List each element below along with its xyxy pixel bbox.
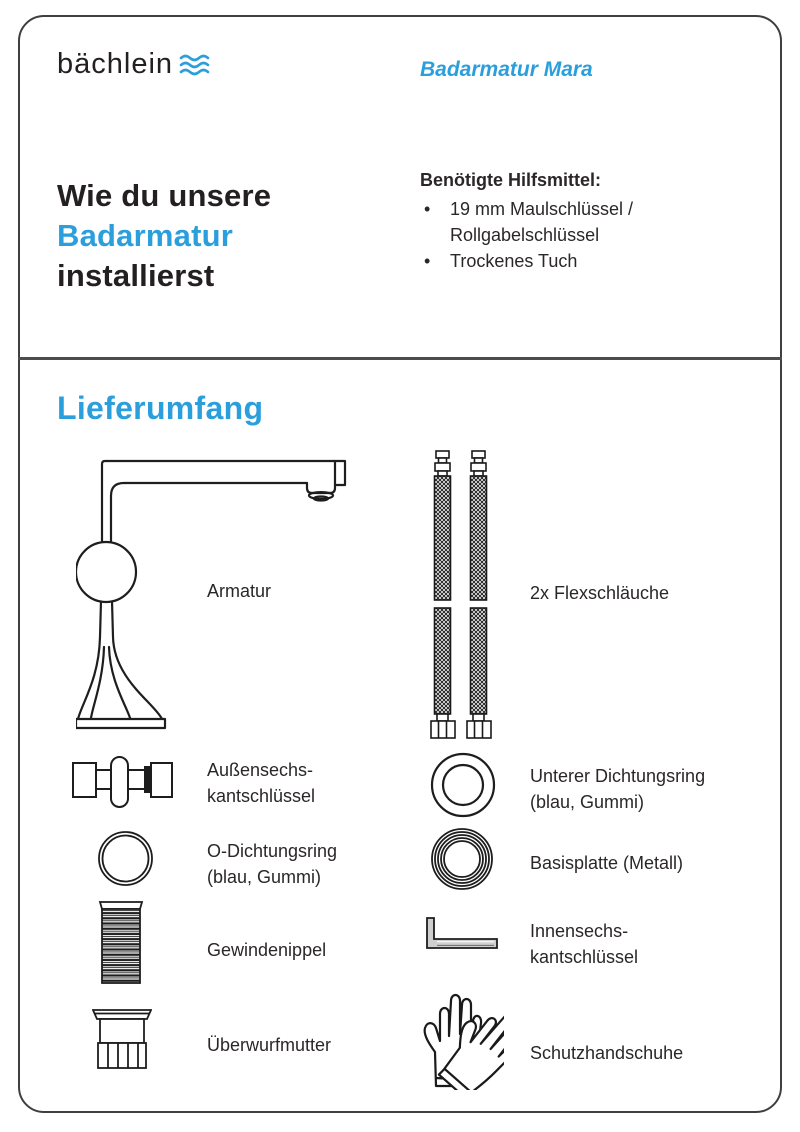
headline-line-2: Badarmatur xyxy=(57,218,233,253)
item-label: Unterer Dichtungsring (blau, Gummi) xyxy=(530,766,706,812)
headline-line-3: installierst xyxy=(57,258,215,293)
item-label: Überwurfmutter xyxy=(207,1035,332,1055)
union-nut-icon xyxy=(92,1007,152,1069)
lower-seal-ring-icon xyxy=(430,752,496,818)
item-label: Armatur xyxy=(207,581,272,601)
tool-item xyxy=(420,196,760,248)
item-label: Gewindenippel xyxy=(207,940,327,960)
gloves-icon xyxy=(420,988,504,1090)
page-headline xyxy=(57,176,271,296)
tool-item-text: 19 mm Maulschlüssel / Rollgabelschlüssel xyxy=(450,199,634,245)
item-label: Außensechs- kantschlüssel xyxy=(207,760,316,806)
base-plate-icon xyxy=(430,827,494,891)
threaded-nipple-icon xyxy=(97,901,145,985)
flex-hoses-icon xyxy=(430,450,494,740)
triple-wave-icon xyxy=(178,53,212,77)
allen-key-icon xyxy=(424,917,500,951)
tool-item xyxy=(420,248,760,274)
item-label: Schutzhandschuhe xyxy=(530,1043,684,1063)
tool-item-text: Trockenes Tuch xyxy=(450,251,578,271)
item-label: Basisplatte (Metall) xyxy=(530,853,684,873)
item-label: Innensechs- kantschlüssel xyxy=(530,921,639,967)
item-label: 2x Flexschläuche xyxy=(530,583,670,603)
tools-title: Benötigte Hilfsmittel: xyxy=(420,170,602,190)
item-label: O-Dichtungsring (blau, Gummi) xyxy=(207,841,338,887)
brand-logo xyxy=(57,48,212,81)
o-ring-icon xyxy=(97,830,154,887)
headline-line-1: Wie du unsere xyxy=(57,178,272,213)
brand-logo-text: bächlein xyxy=(57,48,174,80)
required-tools xyxy=(420,167,760,274)
outer-hex-wrench-icon xyxy=(72,755,178,813)
bullet-icon: • xyxy=(424,199,431,219)
document-title: Badarmatur Mara xyxy=(420,58,593,81)
section-divider xyxy=(18,357,782,360)
bullet-icon: • xyxy=(424,251,431,271)
delivery-heading: Lieferumfang xyxy=(57,390,264,426)
